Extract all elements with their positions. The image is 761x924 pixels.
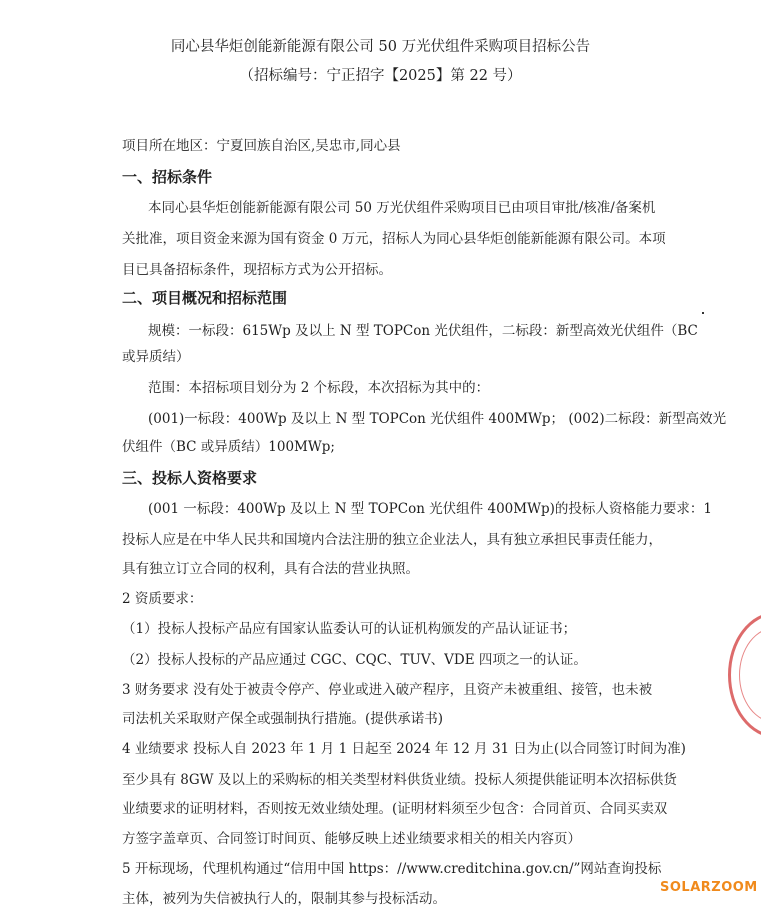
section-3-line: (001 一标段：400Wp 及以上 N 型 TOPCon 光伏组件 400MWp)的投标人资格能力要求：1	[148, 501, 712, 517]
section-2-line: 规模：一标段：615Wp 及以上 N 型 TOPCon 光伏组件，二标段：新型高效光伏组件（BC	[148, 323, 698, 339]
section-3-line: 2 资质要求：	[122, 591, 203, 607]
section-2-line: 范围：本招标项目划分为 2 个标段，本次招标为其中的：	[148, 380, 490, 396]
solarzoom-watermark: SOLARZOOM	[660, 880, 758, 895]
section-2-line: 伏组件（BC 或异质结）100MWp;	[122, 439, 335, 455]
section-3-line: 具有独立订立合同的权利，具有合法的营业执照。	[122, 561, 419, 577]
section-3-line: （1）投标人投标产品应有国家认监委认可的认证机构颁发的产品认证证书；	[122, 621, 577, 637]
section-2-line: 或异质结）	[122, 349, 190, 365]
section-1-line: 本同心县华炬创能新能源有限公司 50 万光伏组件采购项目已由项目审批/核准/备案机	[148, 200, 656, 216]
section-3-line: 4 业绩要求 投标人自 2023 年 1 月 1 日起至 2024 年 12 月 31 日为止(以合同签订时间为准)	[122, 741, 686, 757]
section-3-line: 业绩要求的证明材料，否则按无效业绩处理。(证明材料须至少包含：合同首页、合同买卖双	[122, 801, 668, 817]
section-3-line: 5 开标现场，代理机构通过“信用中国 https：//www.creditchina.gov.cn/”网站查询投标	[122, 861, 662, 877]
section-2-line: (001)一标段：400Wp 及以上 N 型 TOPCon 光伏组件 400MWp； (002)二标段：新型高效光	[148, 411, 727, 427]
stray-mark	[702, 312, 704, 314]
section-1-heading: 一、招标条件	[122, 168, 213, 186]
section-3-line: 3 财务要求 没有处于被责令停产、停业或进入破产程序，且资产未被重组、接管，也未被	[122, 682, 653, 698]
red-seal-stamp	[728, 612, 761, 738]
section-3-line: 投标人应是在中华人民共和国境内合法注册的独立企业法人，具有独立承担民事责任能力，	[122, 532, 662, 548]
section-3-heading: 三、投标人资格要求	[122, 469, 258, 487]
section-3-line: 方签字盖章页、合同签订时间页、能够反映上述业绩要求相关的相关内容页）	[122, 831, 581, 847]
section-3-line: 至少具有 8GW 及以上的采购标的相关类型材料供货业绩。投标人须提供能证明本次招标供货	[122, 772, 677, 788]
section-1-line: 关批准，项目资金来源为国有资金 0 万元，招标人为同心县华炬创能新能源有限公司。本项	[122, 231, 666, 247]
section-3-line: 司法机关采取财产保全或强制执行措施。(提供承诺书)	[122, 711, 444, 727]
section-2-heading: 二、项目概况和招标范围	[122, 289, 288, 307]
tender-reference-number: （招标编号：宁正招字【2025】第 22 号）	[239, 68, 522, 84]
section-3-line: （2）投标人投标的产品应通过 CGC、CQC、TUV、VDE 四项之一的认证。	[122, 652, 587, 668]
document-title: 同心县华炬创能新能源有限公司 50 万光伏组件采购项目招标公告	[170, 39, 591, 55]
project-location: 项目所在地区：宁夏回族自治区,吴忠市,同心县	[122, 138, 401, 154]
section-3-line: 主体，被列为失信被执行人的，限制其参与投标活动。	[122, 891, 446, 907]
section-1-line: 目已具备招标条件，现招标方式为公开招标。	[122, 262, 392, 278]
